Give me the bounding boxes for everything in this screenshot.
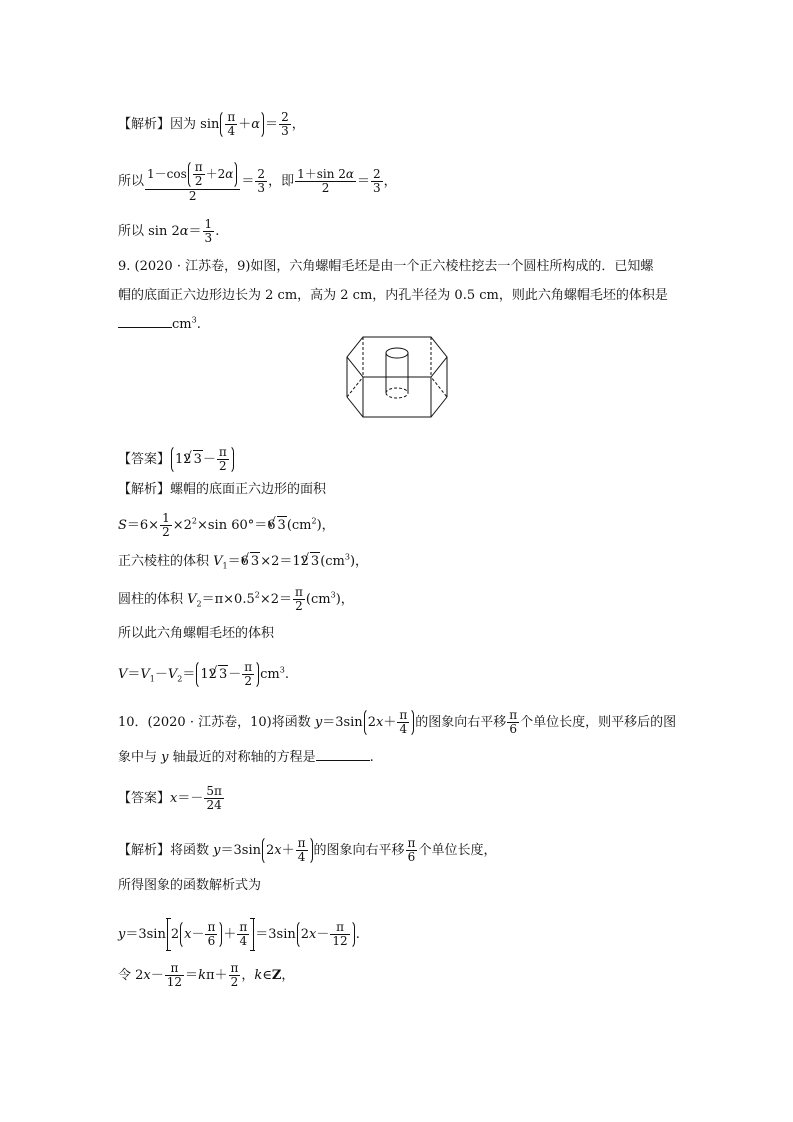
- solution-9-line-2: S＝6× $\frac{1}{2}$ $\times 2^2\times\sin$ 60°＝6√ $3(cm^2)$，: [118, 512, 335, 539]
- answer-10: 【答案】x＝－ $\frac{5\pi}{24}$: [118, 784, 222, 812]
- solution-9-line-3: 正六棱柱的体积 $V_1=6√$ 3×2＝12√ $3(cm^3)$，: [118, 552, 368, 571]
- solution-9-line-6: $V=V_1-V_2= 12√$ 3－ $\frac{\pi}{2}$ $cm^3$.: [118, 660, 289, 689]
- question-9-line-2: 帽的底面正六边形边长为 2 cm，高为 2 cm，内孔半径为 0.5 cm，则此六角螺帽毛坯的体积是: [118, 288, 668, 303]
- question-10-line-2: 象中与 y 轴最近的对称轴的方程是 .: [118, 750, 374, 765]
- fraction: $\frac{2}{3}$: [281, 110, 289, 138]
- paren-group: $\frac{\pi}{4}$ ＋α: [220, 110, 264, 139]
- solution-line-3: 所以 sin 2α＝ $\frac{1}{3}$ .: [118, 217, 220, 245]
- fraction: 1－cos $\frac{\pi}{2}$ ＋2α 2: [145, 160, 240, 203]
- jiexi-label: 【解析】: [118, 117, 171, 132]
- solution-9-line-4: 圆柱的体积 $V_2=\pi\times 0.5^2\times 2=$ $\frac{\pi}{2}$ $(cm^3)$，: [118, 585, 354, 613]
- solution-10-line-2: 所得图象的函数解析式为: [118, 878, 262, 893]
- question-9-line-3: $cm^3$.: [118, 315, 201, 334]
- daan-label: 【答案】: [118, 452, 171, 467]
- question-9-line-1: 9. (2020 · 江苏卷，9)如图，六角螺帽毛坯是由一个正六棱柱挖去一个圆柱所构成的．已知螺: [118, 259, 654, 274]
- solution-9-line-1: 【解析】螺帽的底面正六边形的面积: [118, 482, 327, 497]
- solution-10-line-3: y＝3sin 2 x－ $\frac{\pi}{6}$ ＋ $\frac{\pi}{4}$ ＝3sin 2x－ $\frac{\pi}{12}$ .: [118, 918, 360, 951]
- question-10-line-1: 10．(2020 · 江苏卷，10)将函数 y＝3sin 2x＋ $\frac{\pi}{4}$ 的图象向右平移 $\frac{\pi}{6}$ 个单位长度，则平移后的图: [118, 708, 677, 736]
- hexagonal-nut-figure: [345, 335, 449, 421]
- solution-10-line-4: 令 2x－ $\frac{\pi}{12}$ ＝kπ＋ $\frac{\pi}{2}$ ，k∈Z，: [118, 961, 295, 989]
- solution-10-line-1: 【解析】将函数 y＝3sin 2x＋ $\frac{\pi}{4}$ 的图象向右平移 $\frac{\pi}{6}$ 个单位长度，: [118, 836, 497, 864]
- solution-line-1: 【解析】因为 sin $\frac{\pi}{4}$ ＋α ＝ $\frac{2}{3}$ ，: [118, 110, 305, 138]
- answer-9: 【答案】 12√ 3－ $\frac{\pi}{2}$: [118, 445, 235, 474]
- answer-blank: [118, 315, 172, 328]
- solution-9-line-5: 所以此六角螺帽毛坯的体积: [118, 626, 275, 641]
- solution-line-2: 所以 1－cos $\frac{\pi}{2}$ ＋2α 2 ＝ $\frac{2}{3}$ ，即 $\frac{1+\sin 2\alpha}{2}$ ＝ $\frac{2}{3}$ ，: [118, 160, 397, 203]
- answer-blank: [316, 748, 370, 761]
